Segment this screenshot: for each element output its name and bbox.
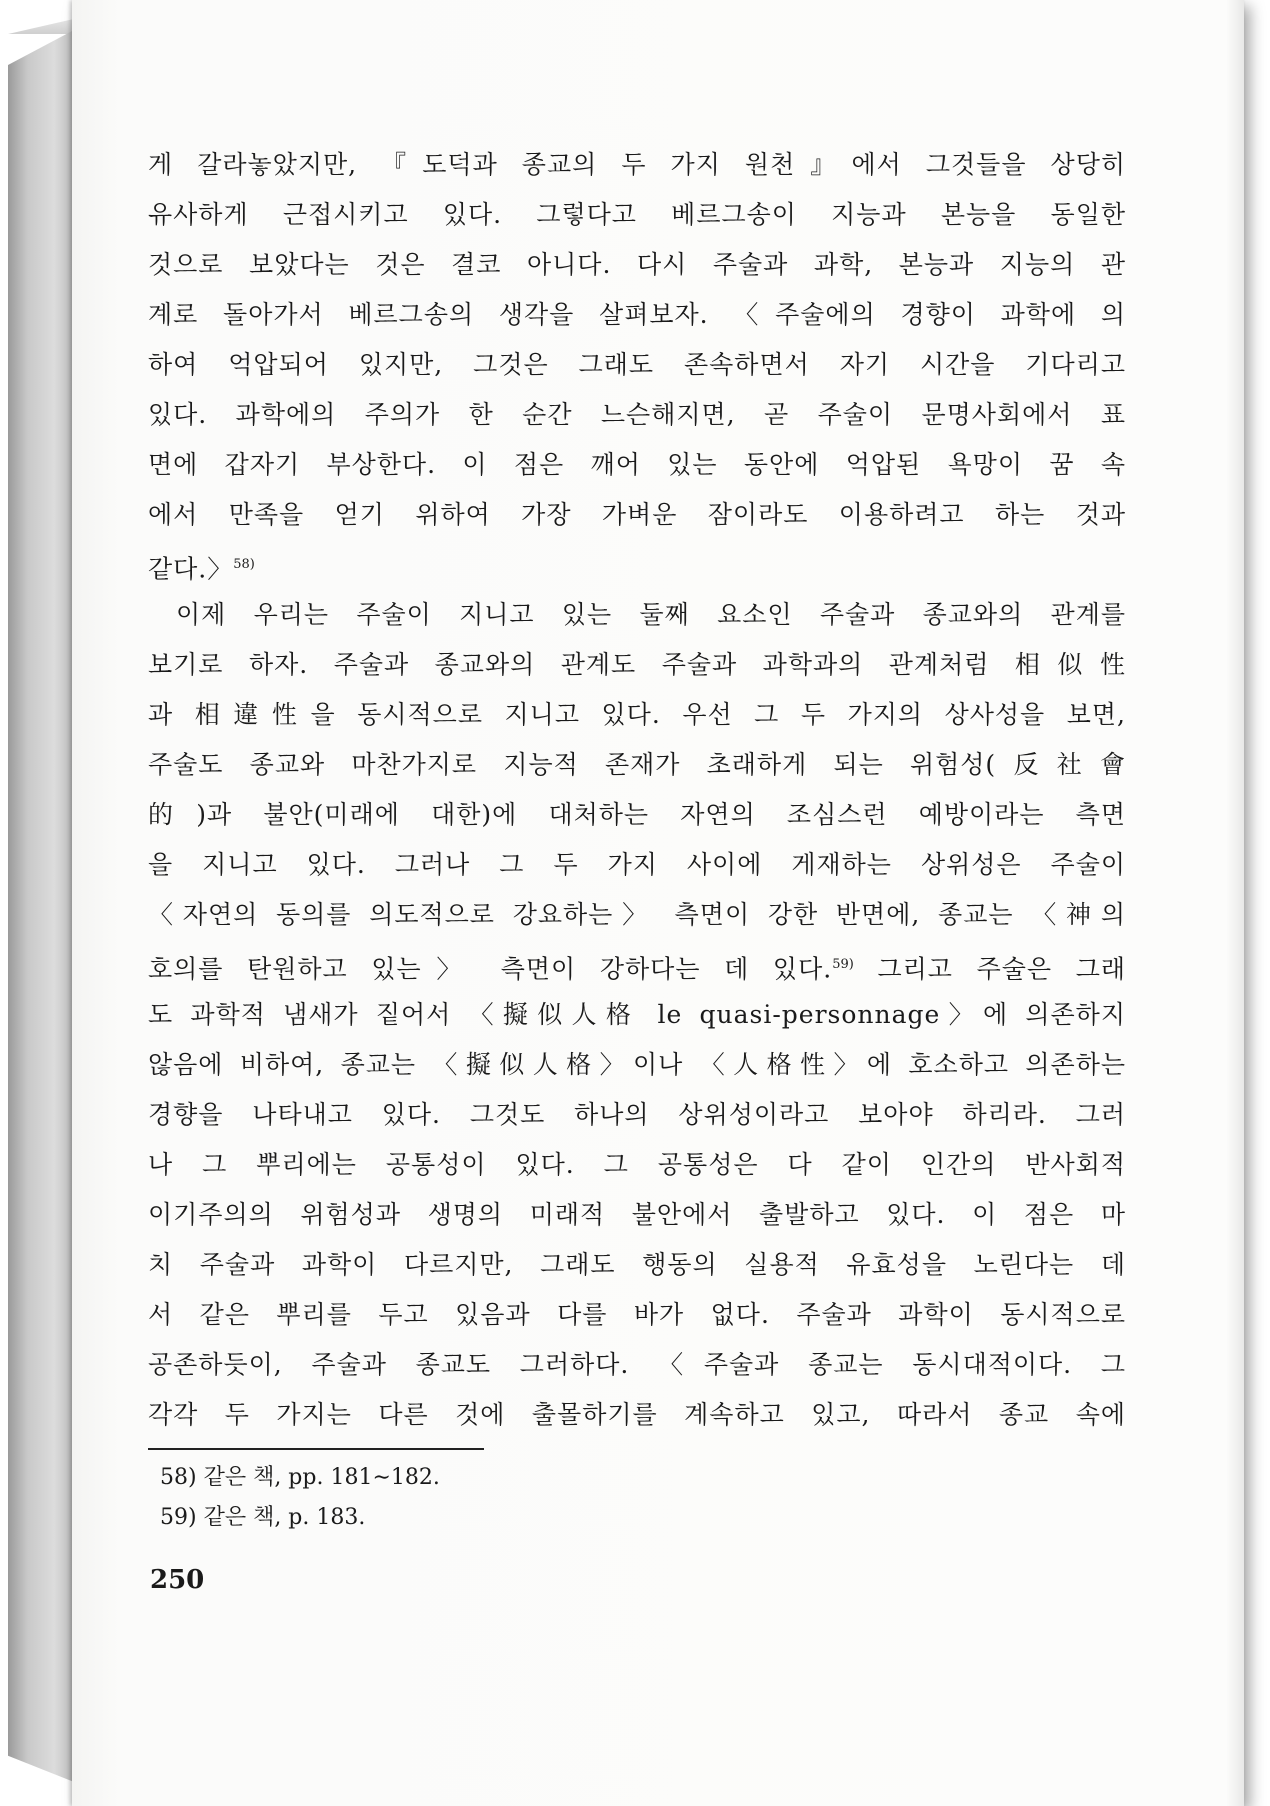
text-line: 에서 만족을 얻기 위하여 가장 가벼운 잠이라도 이용하려고 하는 것과 — [148, 500, 1126, 529]
footnote-58: 58) 같은 책, pp. 181∼182. — [160, 1465, 440, 1490]
text-line: 유사하게 근접시키고 있다. 그렇다고 베르그송이 지능과 본능을 동일한 — [148, 200, 1126, 229]
text-line-paragraph-end — [148, 540, 1126, 590]
text-line: 하여 억압되어 있지만, 그것은 그래도 존속하면서 자기 시간을 기다리고 — [148, 350, 1126, 379]
text-line: 이기주의의 위험성과 생명의 미래적 불안에서 출발하고 있다. 이 점은 마 — [148, 1200, 1126, 1229]
book-spine-top — [8, 18, 78, 34]
text-span: 그리고 주술은 그래 — [853, 954, 1126, 984]
text-line: 있다. 과학에의 주의가 한 순간 느슨해지면, 곧 주술이 문명사회에서 표 — [148, 400, 1126, 429]
text-span: 호의를 탄원하고 있는〉 측면이 강하다는 데 있다. — [148, 954, 833, 984]
text-line: 과 相違性을 동시적으로 지니고 있다. 우선 그 두 가지의 상사성을 보면, — [148, 700, 1126, 729]
page-number: 250 — [150, 1565, 205, 1595]
text-line: 서 같은 뿌리를 두고 있음과 다를 바가 없다. 주술과 과학이 동시적으로 — [148, 1300, 1126, 1329]
footnote-divider — [148, 1448, 484, 1450]
text-line: 보기로 하자. 주술과 종교와의 관계도 주술과 과학과의 관계처럼 相似性 — [148, 650, 1126, 679]
footnote-59: 59) 같은 책, p. 183. — [160, 1505, 366, 1530]
text-line: 공존하듯이, 주술과 종교도 그러하다. 〈주술과 종교는 동시대적이다. 그 — [148, 1350, 1126, 1379]
text-line: 것으로 보았다는 것은 결코 아니다. 다시 주술과 과학, 본능과 지능의 관 — [148, 250, 1126, 279]
book-page-stack — [8, 30, 74, 1782]
footnote-ref-59: 59) — [832, 957, 854, 972]
footnotes — [160, 1458, 440, 1538]
text-line: 치 주술과 과학이 다르지만, 그래도 행동의 실용적 유효성을 노린다는 데 — [148, 1250, 1126, 1279]
text-line: 각각 두 가지는 다른 것에 출몰하기를 계속하고 있고, 따라서 종교 속에 — [148, 1400, 1126, 1429]
text-line: 경향을 나타내고 있다. 그것도 하나의 상위성이라고 보아야 하리라. 그러 — [148, 1100, 1126, 1129]
page-edge-shadow — [1226, 0, 1244, 1806]
text-line: 的)과 불안(미래에 대한)에 대처하는 자연의 조심스런 예방이라는 측면 — [148, 800, 1126, 829]
body-text — [148, 140, 1126, 1440]
text-line: 주술도 종교와 마찬가지로 지능적 존재가 초래하게 되는 위험성(反社會 — [148, 750, 1126, 779]
text-line: 을 지니고 있다. 그러나 그 두 가지 사이에 게재하는 상위성은 주술이 — [148, 850, 1126, 879]
text-line: 도 과학적 냄새가 짙어서 〈擬似人格 le quasi-personnage〉에 의존하지 — [148, 1000, 1126, 1029]
text-line: 계로 돌아가서 베르그송의 생각을 살펴보자. 〈주술에의 경향이 과학에 의 — [148, 300, 1126, 329]
text-line: 면에 갑자기 부상한다. 이 점은 깨어 있는 동안에 억압된 욕망이 꿈 속 — [148, 450, 1126, 479]
text-span: 같다.〉 — [148, 554, 234, 584]
text-line: 게 갈라놓았지만, 『도덕과 종교의 두 가지 원천』에서 그것들을 상당히 — [148, 150, 1126, 179]
text-line-with-ref — [148, 940, 1126, 990]
footnote-ref-58: 58) — [233, 557, 255, 572]
text-line: 〈자연의 동의를 의도적으로 강요하는〉 측면이 강한 반면에, 종교는 〈神의 — [148, 900, 1126, 929]
text-line: 않음에 비하여, 종교는 〈擬似人格〉이나 〈人格性〉에 호소하고 의존하는 — [148, 1050, 1126, 1079]
text-line-paragraph-start: 이제 우리는 주술이 지니고 있는 둘째 요소인 주술과 종교와의 관계를 — [176, 600, 1126, 629]
text-line: 나 그 뿌리에는 공통성이 있다. 그 공통성은 다 같이 인간의 반사회적 — [148, 1150, 1126, 1179]
